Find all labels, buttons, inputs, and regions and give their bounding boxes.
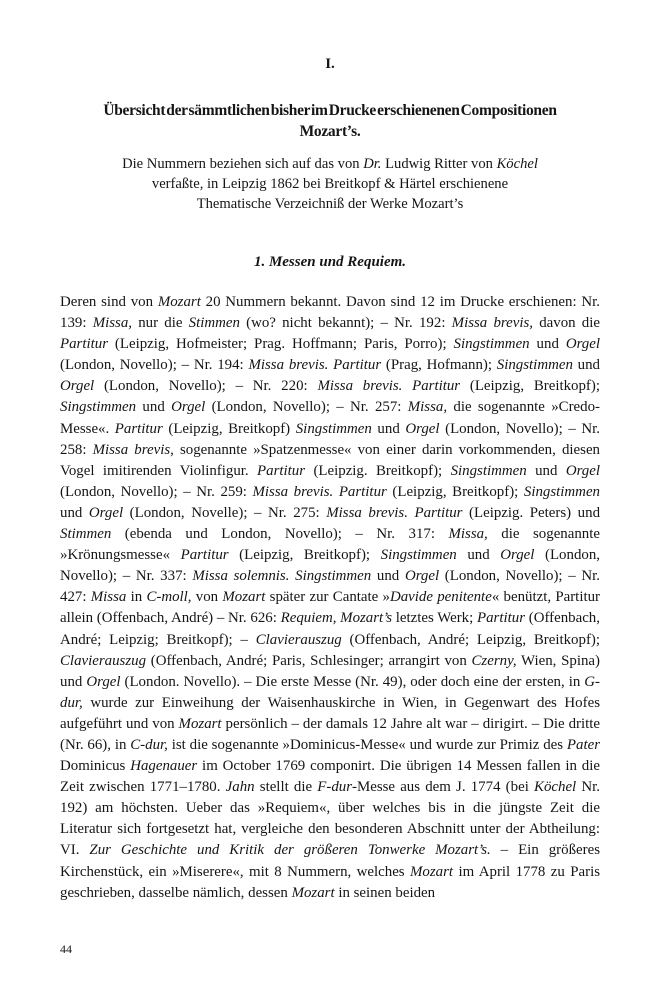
section-heading: 1. Messen und Requiem.: [253, 254, 407, 270]
chapter-number: I.: [325, 56, 335, 72]
body-paragraph: Deren sind von Mozart 20 Nummern bekannt. Davon sind 12 im Drucke erschienen: Nr. 139: Missa, nur die Stimmen (wo? nicht bekannt); – Nr. 192: Missa brevis, davon die Partitur (Leipzig, Hofmeister; Prag. Hoffmann; Paris, Porro); Singstimmen und Orgel (London, Novello); – Nr. 194: Missa brevis. Partitur (Prag, Hofmann); Singstimmen und Orgel (London, Novello); – Nr. 220: Missa brevis. Partitur (Leipzig, Breitkopf); Singstimmen und Orgel (London, Novello); – Nr. 257: Missa, die sogenannte »Credo-Messe«. Partitur (Leipzig, Breitkopf) Singstimmen und Orgel (London, Novello); – Nr. 258: Missa brevis, sogenannte »Spatzenmesse« von einer darin vorkommenden, diesen Vogel imitirenden Violinfigur. Partitur (Leipzig. Breitkopf); Singstimmen und Orgel (London, Novello); – Nr. 259: Missa brevis. Partitur (Leipzig, Breitkopf); Singstimmen und Orgel (London, Novelle); – Nr. 275: Missa brevis. Partitur (Leipzig. Peters) und Stimmen (ebenda und London, Novello); – Nr. 317: Missa, die sogenannte »Krönungsmesse« Partitur (Leipzig, Breitkopf); Singstimmen und Orgel (London, Novello); – Nr. 337: Missa solemnis. Singstimmen und Orgel (London, Novello); – Nr. 427: Missa in C-moll, von Mozart später zur Cantate »Davide penitente« benützt, Partitur allein (Offenbach, André) – Nr. 626: Requiem, Mozart’s letztes Werk; Partitur (Offenbach, André; Leipzig; Breitkopf); – Clavierauszug (Offenbach, André; Leipzig, Breitkopf); Clavierauszug (Offenbach, André; Paris, Schlesinger; arrangirt von Czerny, Wien, Spina) und Orgel (London. Novello). – Die erste Messe (Nr. 49), oder doch eine der ersten, in G-dur, wurde zur Einweihung der Waisenhauskirche in Wien, in Gegenwart des Hofes aufgeführt und von Mozart persönlich – der damals 12 Jahre alt war – dirigirt. – Die dritte (Nr. 66), in C-dur, ist die sogenannte »Dominicus-Messe« und wurde zur Primiz des Pater Dominicus Hagenauer im October 1769 componirt. Die übrigen 14 Messen fallen in die Zeit zwischen 1771–1780. Jahn stellt die F-dur-Messe aus dem J. 1774 (bei Köchel Nr. 192) am höchsten. Ueber das »Requiem«, über welches bis in die jüngste Zeit die Literatur sich fortgesetzt hat, vergleiche den besonderen Abschnitt unter der Abtheilung: VI. Zur Geschichte und Kritik der größeren Tonwerke Mozart’s. – Ein größeres Kirchenstück, ein »Miserere«, mit 8 Nummern, welches Mozart im April 1778 zu Paris geschrieben, dasselbe nämlich, dessen Mozart in seinen beiden: [60, 294, 601, 901]
page-title-line2: Mozart’s.: [299, 123, 361, 140]
intro-paragraph: Die Nummern beziehen sich auf das von Dr. Ludwig Ritter von Köchel verfaßte, in Leipzig 1862 bei Breitkopf & Härtel erschienene Thematische Verzeichniß der Werke Mozart’s: [122, 156, 538, 212]
page-title: [60, 100, 600, 142]
page-number: 44: [60, 942, 72, 956]
page-title-line1: Übersicht der sämmtlichen bisher im Drucke erschienenen Compositionen: [103, 102, 557, 119]
